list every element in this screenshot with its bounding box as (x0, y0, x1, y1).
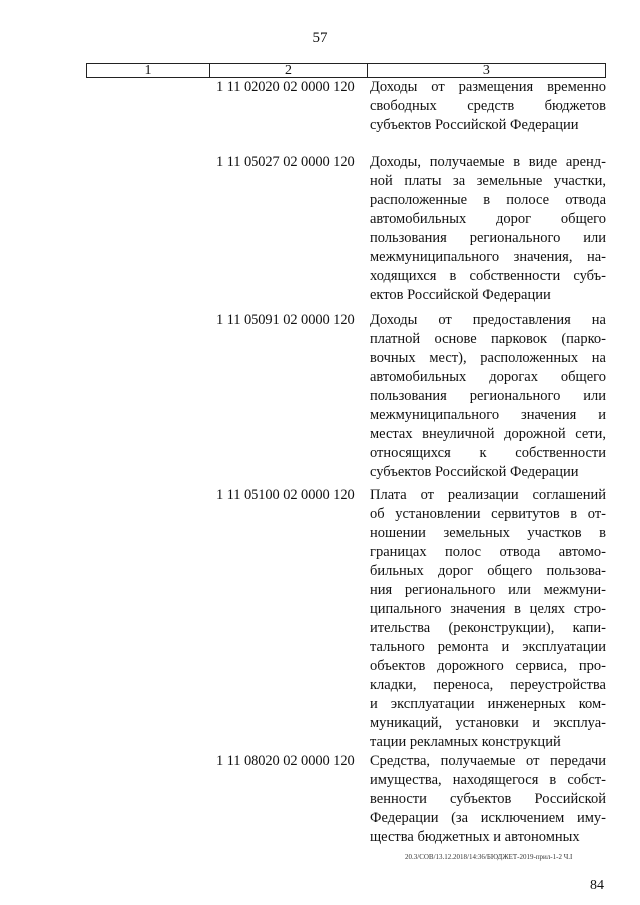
description-line: относящихся к собственности (370, 445, 606, 461)
description-line: тации рекламных конструкций (370, 734, 561, 750)
description-line: Федерации (за исключением иму- (370, 810, 606, 826)
description-line: свободных средств бюджетов (370, 98, 606, 114)
description-line: межмуниципального значения, на- (370, 249, 606, 265)
budget-code: 1 11 02020 02 0000 120 (216, 79, 355, 95)
description-line: и эксплуатации инженерных ком- (370, 696, 606, 712)
table-header (86, 63, 606, 78)
income-description (370, 153, 606, 305)
description-line: пользования регионального или (370, 230, 606, 246)
description-line: ходящихся в собственности субъ- (370, 268, 606, 284)
description-line: венности субъектов Российской (370, 791, 606, 807)
description-line: пользования регионального или (370, 388, 606, 404)
budget-code: 1 11 05091 02 0000 120 (216, 312, 355, 328)
description-line: автомобильных дорог общего (370, 211, 606, 227)
income-description (370, 78, 606, 135)
description-line: ительства (реконструкции), капи- (370, 620, 606, 636)
description-line: кладки, переноса, переустройства (370, 677, 606, 693)
description-line: муникаций, установки и эксплуа- (370, 715, 606, 731)
description-line: вочных мест), расположенных на (370, 350, 606, 366)
budget-code: 1 11 08020 02 0000 120 (216, 753, 355, 769)
budget-code: 1 11 05100 02 0000 120 (216, 487, 355, 503)
budget-code: 1 11 05027 02 0000 120 (216, 154, 355, 170)
description-line: бильных дорог общего пользова- (370, 563, 606, 579)
description-line: Доходы от предоставления на (370, 312, 606, 328)
income-description (370, 311, 606, 482)
income-description (370, 752, 606, 847)
description-line: Плата от реализации соглашений (370, 487, 606, 503)
description-line: ектов Российской Федерации (370, 287, 551, 303)
description-line: Доходы от размещения временно (370, 79, 606, 95)
description-line: объектов дорожного сервиса, про- (370, 658, 606, 674)
description-line: субъектов Российской Федерации (370, 117, 579, 133)
description-line: тального ремонта и эксплуатации (370, 639, 606, 655)
page-number-top: 57 (312, 30, 328, 46)
description-line: ципального значения в целях стро- (370, 601, 606, 617)
description-line: Средства, получаемые от передачи (370, 753, 606, 769)
description-line: щества бюджетных и автономных (370, 829, 580, 845)
description-line: расположенные в полосе отвода (370, 192, 606, 208)
footer-stamp: 20.3/СОВ/13.12.2018/14:36/БЮДЖЕТ-2019-прил-1-2 Ч.I (405, 853, 573, 861)
description-line: местах внеуличной дорожной сети, (370, 426, 606, 442)
description-line: ния регионального или межмуни- (370, 582, 606, 598)
income-description (370, 486, 606, 752)
page-number-bottom: 84 (590, 878, 604, 893)
header-col-1: 1 (87, 64, 210, 78)
header-col-2: 2 (210, 64, 368, 78)
description-line: об установлении сервитутов в от- (370, 506, 606, 522)
header-col-3: 3 (367, 64, 605, 78)
description-line: границах полос отвода автомо- (370, 544, 606, 560)
description-line: субъектов Российской Федерации (370, 464, 579, 480)
description-line: автомобильных дорогах общего (370, 369, 606, 385)
description-line: Доходы, получаемые в виде аренд- (370, 154, 606, 170)
description-line: межмуниципального значения и (370, 407, 606, 423)
description-line: платной основе парковок (парко- (370, 331, 606, 347)
description-line: ной платы за земельные участки, (370, 173, 606, 189)
description-line: ношении земельных участков в (370, 525, 606, 541)
description-line: имущества, находящегося в собст- (370, 772, 606, 788)
